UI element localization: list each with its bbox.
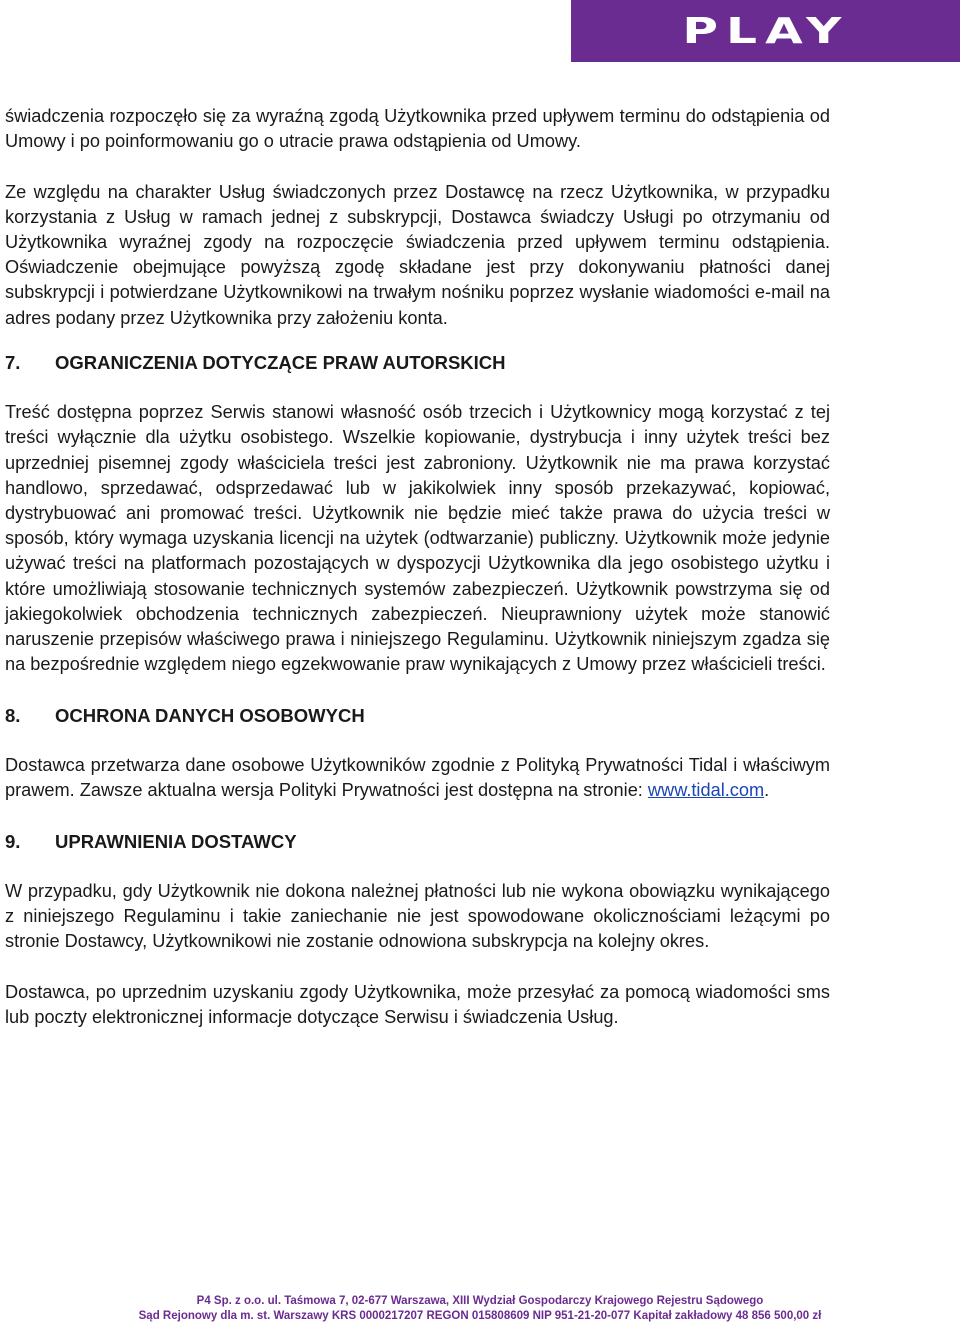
- logo-text: PLAY: [681, 10, 850, 52]
- section-9-number: 9.: [5, 830, 21, 852]
- document-body: [5, 104, 830, 1030]
- section-7-body: Treść dostępna poprzez Serwis stanowi własność osób trzecich i Użytkownicy mogą korzystać z tej treści wyłącznie dla użytku osobistego. Wszelkie kopiowanie, dystrybucja i inny użytek treści bez uprzedniej pisemnej zgody właściciela treści jest zabroniony. Użytkownik nie ma prawa korzystać handlowo, sprzedawać, odsprzedawać lub w jakikolwiek inny sposób przekazywać, kopiować, dystrybuować ani promować treści. Użytkownik nie będzie mieć także prawa do użycia treści w sposób, który wymaga uzyskania licencji na użytek (odtwarzanie) publiczny. Użytkownik może jedynie używać treści na platformach pozostających w dyspozycji Użytkownika dla jego osobistego użytku i które umożliwiają stosowanie technicznych systemów zabezpieczeń. Użytkownik powstrzyma się od jakiegokolwiek obchodzenia technicznych zabezpieczeń. Nieuprawniony użytek może stanowić naruszenie przepisów właściwego prawa i niniejszego Regulaminu. Użytkownik niniejszym zgadza się na bezpośrednie względem niego egzekwowanie praw wynikających z Umowy przez właścicieli treści.: [5, 402, 830, 675]
- paragraph-prev-b: Ze względu na charakter Usług świadczonych przez Dostawcę na rzecz Użytkownika, w przypadku korzystania z Usług w ramach jednej z subskrypcji, Dostawca świadczy Usługi po otrzymaniu od Użytkownika wyraźnej zgody na rozpoczęcie świadczenia przed upływem terminu odstąpienia. Oświadczenie obejmujące powyższą zgodę składane jest przy dokonywaniu płatności danej subskrypcji i potwierdzane Użytkownikowi na trwałym nośniku poprzez wysłanie wiadomości e-mail na adres podany przez Użytkownika przy założeniu konta.: [5, 181, 830, 328]
- section-7-heading: [5, 350, 830, 375]
- section-8-title: OCHRONA DANYCH OSOBOWYCH: [55, 704, 365, 726]
- section-9-paragraph-a: W przypadku, gdy Użytkownik nie dokona należnej płatności lub nie wykona obowiązku wynikającego z niniejszego Regulaminu i takie zaniechanie nie jest spowodowane okolicznościami leżącymi po stronie Dostawcy, Użytkownikowi nie zostanie odnowiona subskrypcja na kolejny okres.: [5, 881, 830, 952]
- section-8-text-end: .: [764, 780, 770, 801]
- section-8-number: 8.: [5, 704, 21, 726]
- section-8-body: [5, 753, 830, 803]
- section-8-heading: [5, 703, 830, 728]
- section-9-heading: [5, 829, 830, 854]
- section-7-number: 7.: [5, 351, 21, 373]
- paragraph-prev-a: świadczenia rozpoczęło się za wyraźną zgodą Użytkownika przed upływem terminu do odstąpienia od Umowy i po poinformowaniu go o utracie prawa odstąpienia od Umowy.: [5, 106, 830, 152]
- footer-line-1: P4 Sp. z o.o. ul. Taśmowa 7, 02-677 Warszawa, XIII Wydział Gospodarczy Krajowego Rejestru Sądowego: [196, 1295, 764, 1307]
- section-8-text: Dostawca przetwarza dane osobowe Użytkowników zgodnie z Polityką Prywatności Tidal i właściwym prawem. Zawsze aktualna wersja Polityki Prywatności jest dostępna na stronie:: [5, 755, 830, 801]
- section-9-paragraph-b: Dostawca, po uprzednim uzyskaniu zgody Użytkownika, może przesyłać za pomocą wiadomości sms lub poczty elektronicznej informacje dotyczące Serwisu i świadczenia Usług.: [5, 981, 830, 1027]
- play-logo: [571, 0, 960, 62]
- footer-line-2: Sąd Rejonowy dla m. st. Warszawy KRS 0000217207 REGON 015808609 NIP 951-21-20-077 Kapitał zakładowy 48 856 500,00 zł: [138, 1310, 822, 1322]
- section-9-title: UPRAWNIENIA DOSTAWCY: [55, 830, 297, 852]
- section-7-title: OGRANICZENIA DOTYCZĄCE PRAW AUTORSKICH: [55, 351, 506, 373]
- tidal-link[interactable]: www.tidal.com: [647, 780, 765, 801]
- page-footer: [0, 1294, 960, 1324]
